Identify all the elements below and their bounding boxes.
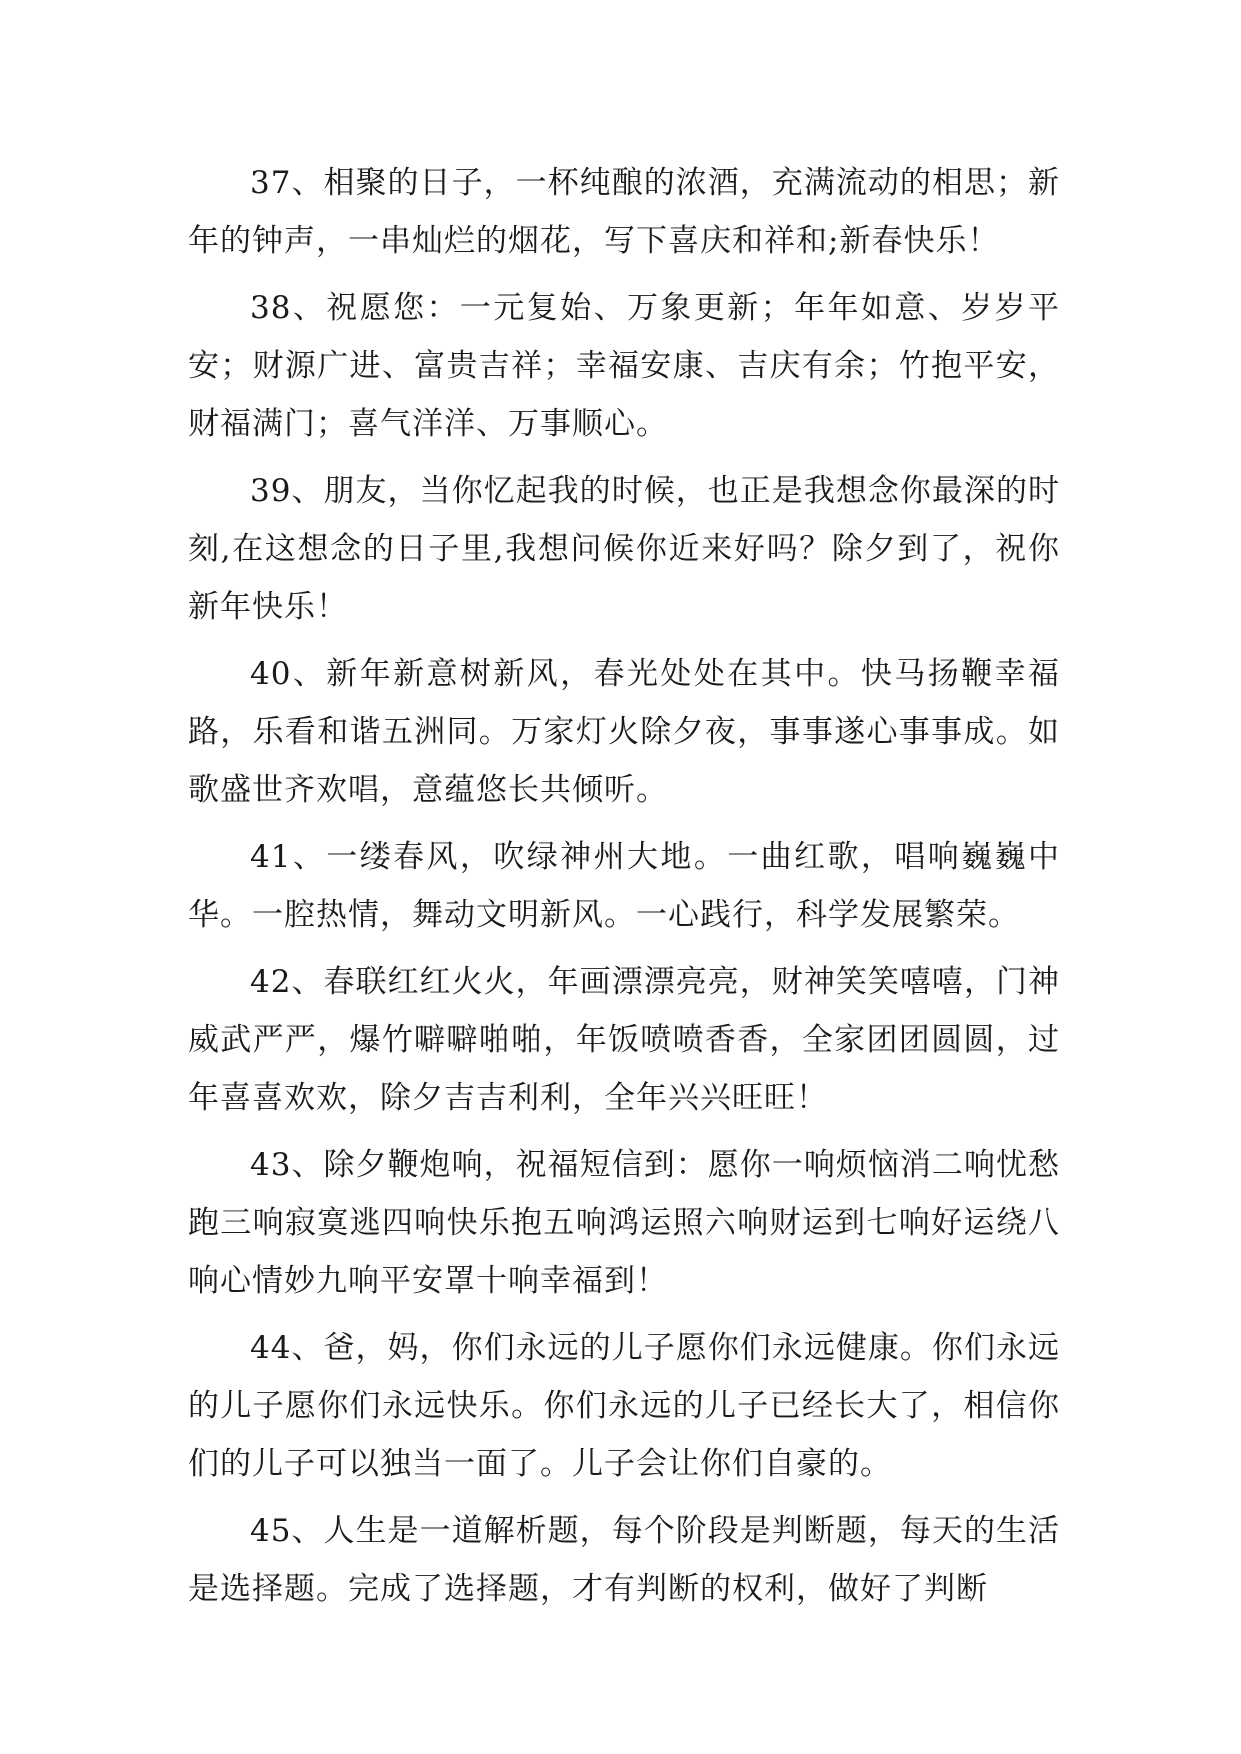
paragraph-41: 41、一缕春风，吹绿神州大地。一曲红歌，唱响巍巍中华。一腔热情，舞动文明新风。一心践行，科学发展繁荣。 [188,839,1060,933]
paragraph-44: 44、爸，妈，你们永远的儿子愿你们永远健康。你们永远的儿子愿你们永远快乐。你们永远的儿子已经长大了，相信你们的儿子可以独当一面了。儿子会让你们自豪的。 [188,1330,1060,1482]
paragraph-39: 39、朋友，当你忆起我的时候，也正是我想念你最深的时刻,在这想念的日子里,我想问候你近来好吗？除夕到了，祝你新年快乐！ [188,473,1060,625]
paragraph-45: 45、人生是一道解析题，每个阶段是判断题，每天的生活是选择题。完成了选择题，才有判断的权利，做好了判断 [188,1513,1060,1607]
document-body [188,154,1060,1627]
paragraph-37: 37、相聚的日子，一杯纯酿的浓酒，充满流动的相思；新年的钟声，一串灿烂的烟花，写下喜庆和祥和;新春快乐！ [188,165,1060,259]
paragraph-43: 43、除夕鞭炮响，祝福短信到：愿你一响烦恼消二响忧愁跑三响寂寞逃四响快乐抱五响鸿运照六响财运到七响好运绕八响心情妙九响平安罩十响幸福到！ [188,1147,1060,1299]
paragraph-40: 40、新年新意树新风，春光处处在其中。快马扬鞭幸福路，乐看和谐五洲同。万家灯火除夕夜，事事遂心事事成。如歌盛世齐欢唱，意蕴悠长共倾听。 [188,656,1060,808]
paragraph-38: 38、祝愿您：一元复始、万象更新；年年如意、岁岁平安；财源广进、富贵吉祥；幸福安康、吉庆有余；竹抱平安，财福满门；喜气洋洋、万事顺心。 [188,290,1060,442]
paragraph-42: 42、春联红红火火，年画漂漂亮亮，财神笑笑嘻嘻，门神威武严严，爆竹噼噼啪啪，年饭喷喷香香，全家团团圆圆，过年喜喜欢欢，除夕吉吉利利，全年兴兴旺旺！ [188,964,1060,1116]
